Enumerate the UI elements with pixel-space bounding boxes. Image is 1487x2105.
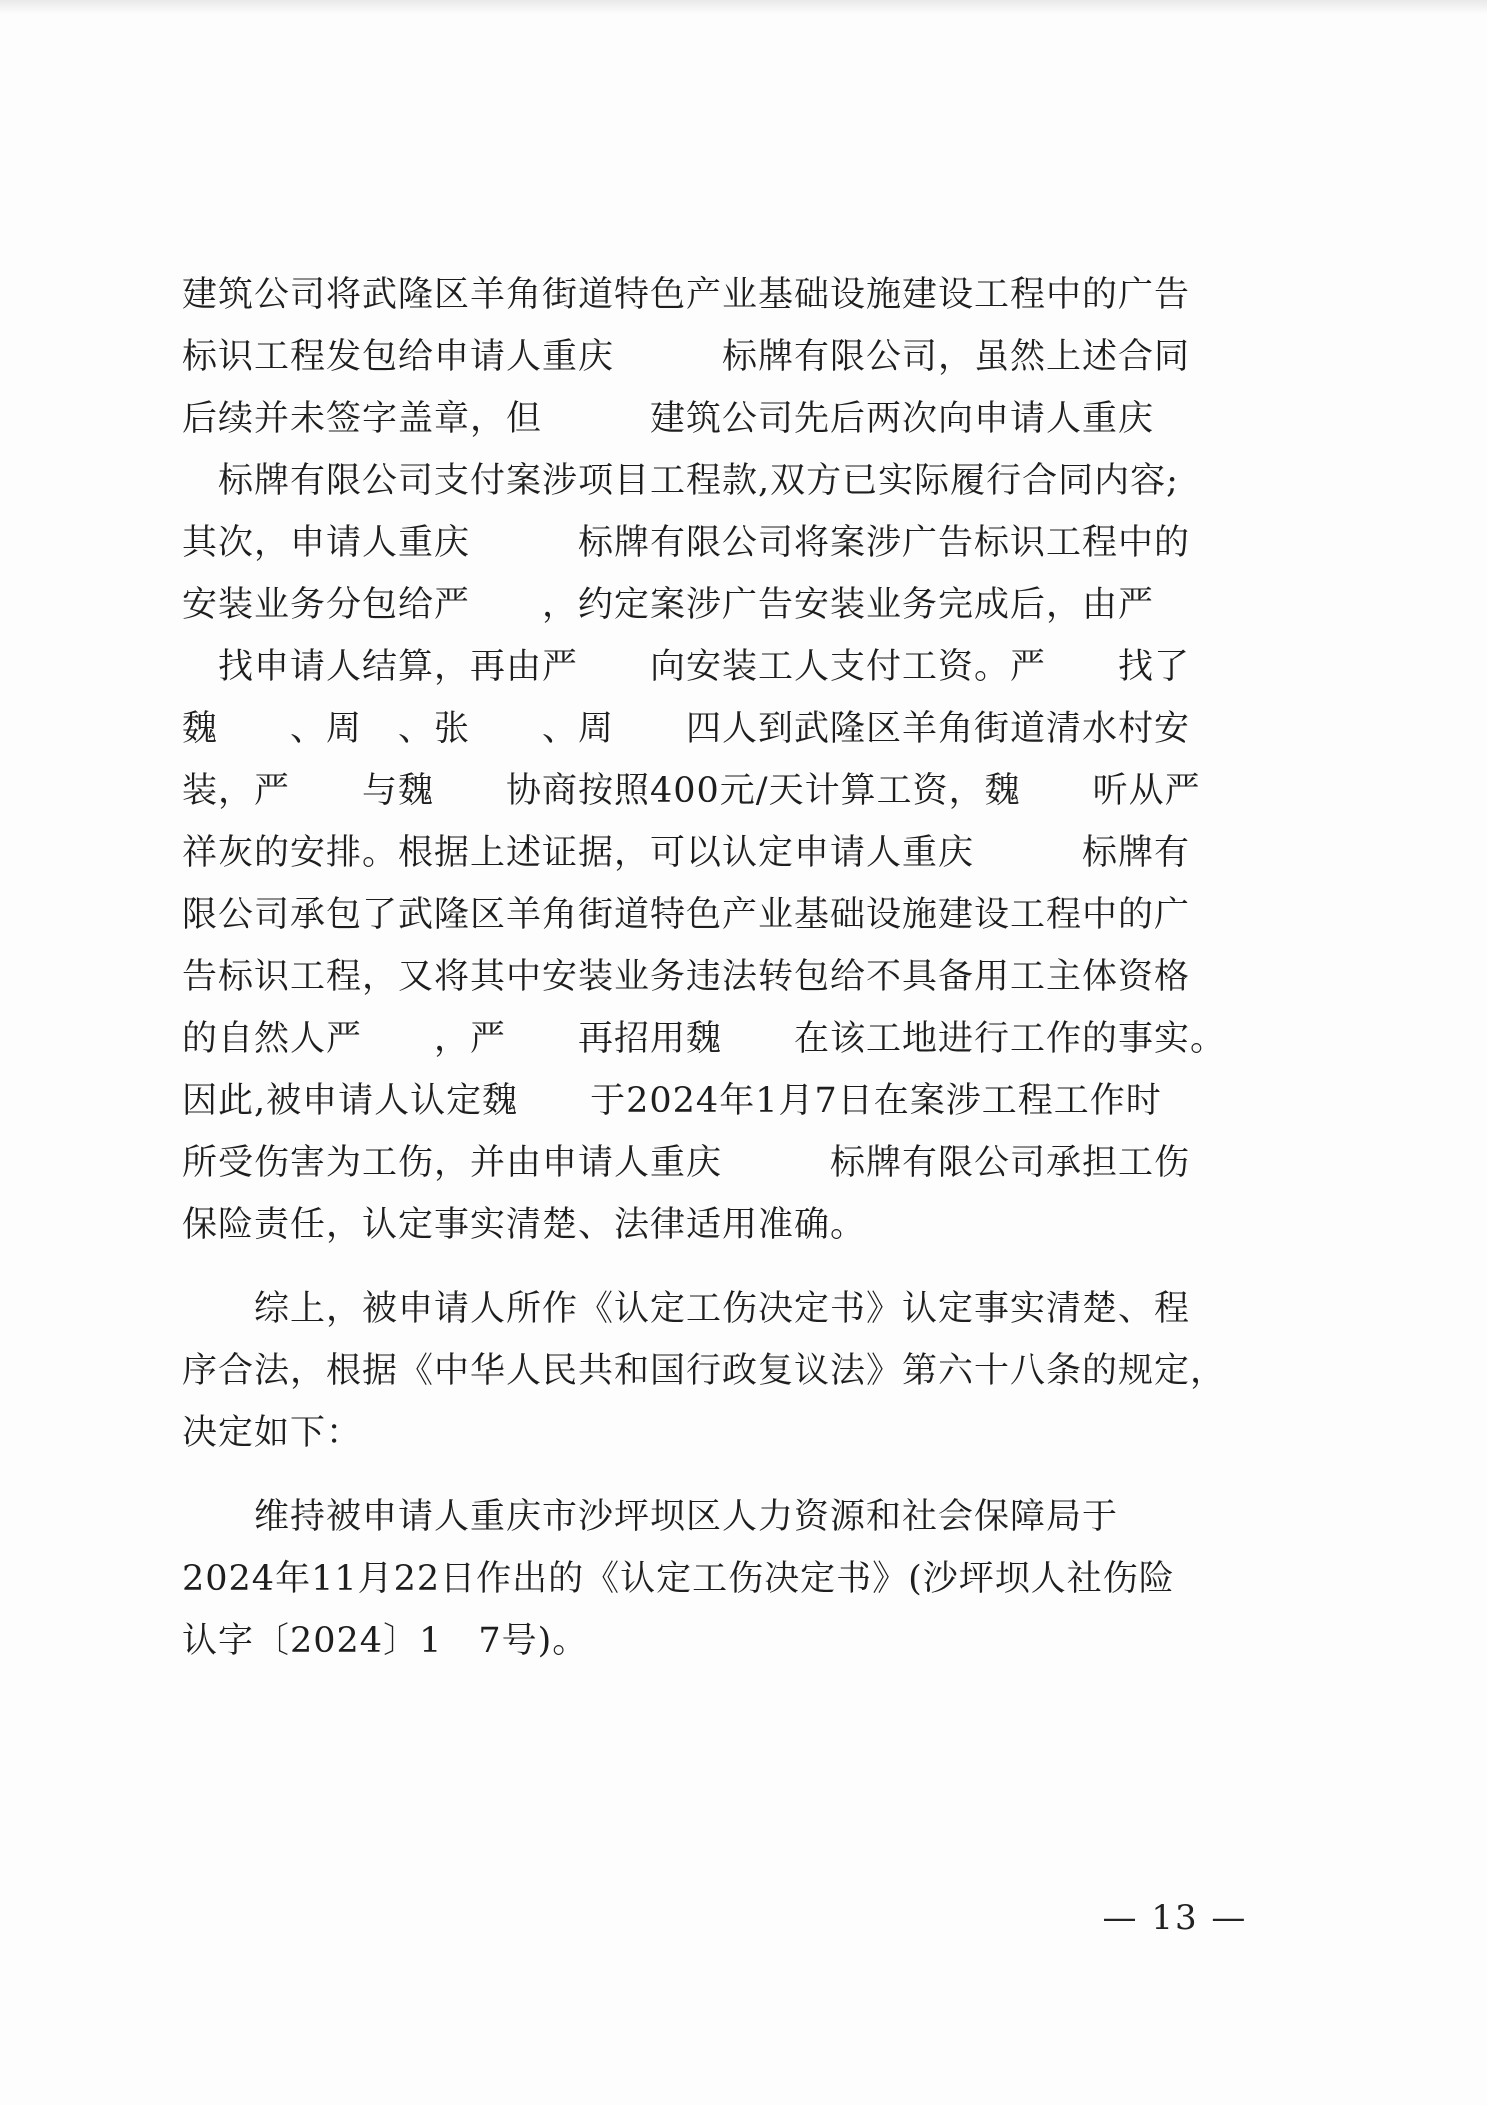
text-line: 所受伤害为工伤，并由申请人重庆 标牌有限公司承担工伤 [182,1143,1191,1183]
text-line: 告标识工程，又将其中安装业务违法转包给不具备用工主体资格 [182,957,1191,997]
text-line: 限公司承包了武隆区羊角街道特色产业基础设施建设工程中的广 [182,895,1191,935]
scan-edge [0,0,1487,14]
text-line: 安装业务分包给严 ，约定案涉广告安装业务完成后，由严 [182,585,1191,625]
text-line: 因此,被申请人认定魏 于2024年1月7日在案涉工程工作时 [182,1081,1162,1121]
text-line: 序合法，根据《中华人民共和国行政复议法》第六十八条的规定， [182,1351,1227,1391]
text-line: 建筑公司将武隆区羊角街道特色产业基础设施建设工程中的广告 [182,275,1191,315]
paragraph-facts [182,264,1300,1256]
text-line: 决定如下： [182,1413,363,1453]
text-line: 的自然人严 ，严 再招用魏 在该工地进行工作的事实。 [182,1019,1227,1059]
text-line: 认字〔2024〕1 7号)。 [182,1621,589,1661]
text-line: 祥灰的安排。根据上述证据，可以认定申请人重庆 标牌有 [182,833,1191,873]
text-line: 标识工程发包给申请人重庆 标牌有限公司，虽然上述合同 [182,337,1191,377]
text-line: 综上，被申请人所作《认定工伤决定书》认定事实清楚、程 [254,1289,1191,1329]
text-line: 标牌有限公司支付案涉项目工程款,双方已实际履行合同内容; [182,461,1179,501]
text-line: 其次，申请人重庆 标牌有限公司将案涉广告标识工程中的 [182,523,1191,563]
paragraph-decision [182,1486,1300,1672]
text-line: 后续并未签字盖章，但 建筑公司先后两次向申请人重庆 [182,399,1227,439]
text-line: 找申请人结算，再由严 向安装工人支付工资。严 找了 [182,647,1191,687]
text-line: 魏 、周 、张 、周 四人到武隆区羊角街道清水村安 [182,709,1191,749]
text-line: 2024年11月22日作出的《认定工伤决定书》(沙坪坝人社伤险 [182,1559,1175,1599]
text-line: 装，严 与魏 协商按照400元/天计算工资，魏 听从严 [182,771,1201,811]
text-line: 保险责任，认定事实清楚、法律适用准确。 [182,1205,867,1245]
document-body [182,264,1300,1672]
paragraph-conclusion [182,1278,1300,1464]
page-number: — 13 — [1102,1898,1248,1938]
text-line: 维持被申请人重庆市沙坪坝区人力资源和社会保障局于 [254,1497,1119,1537]
